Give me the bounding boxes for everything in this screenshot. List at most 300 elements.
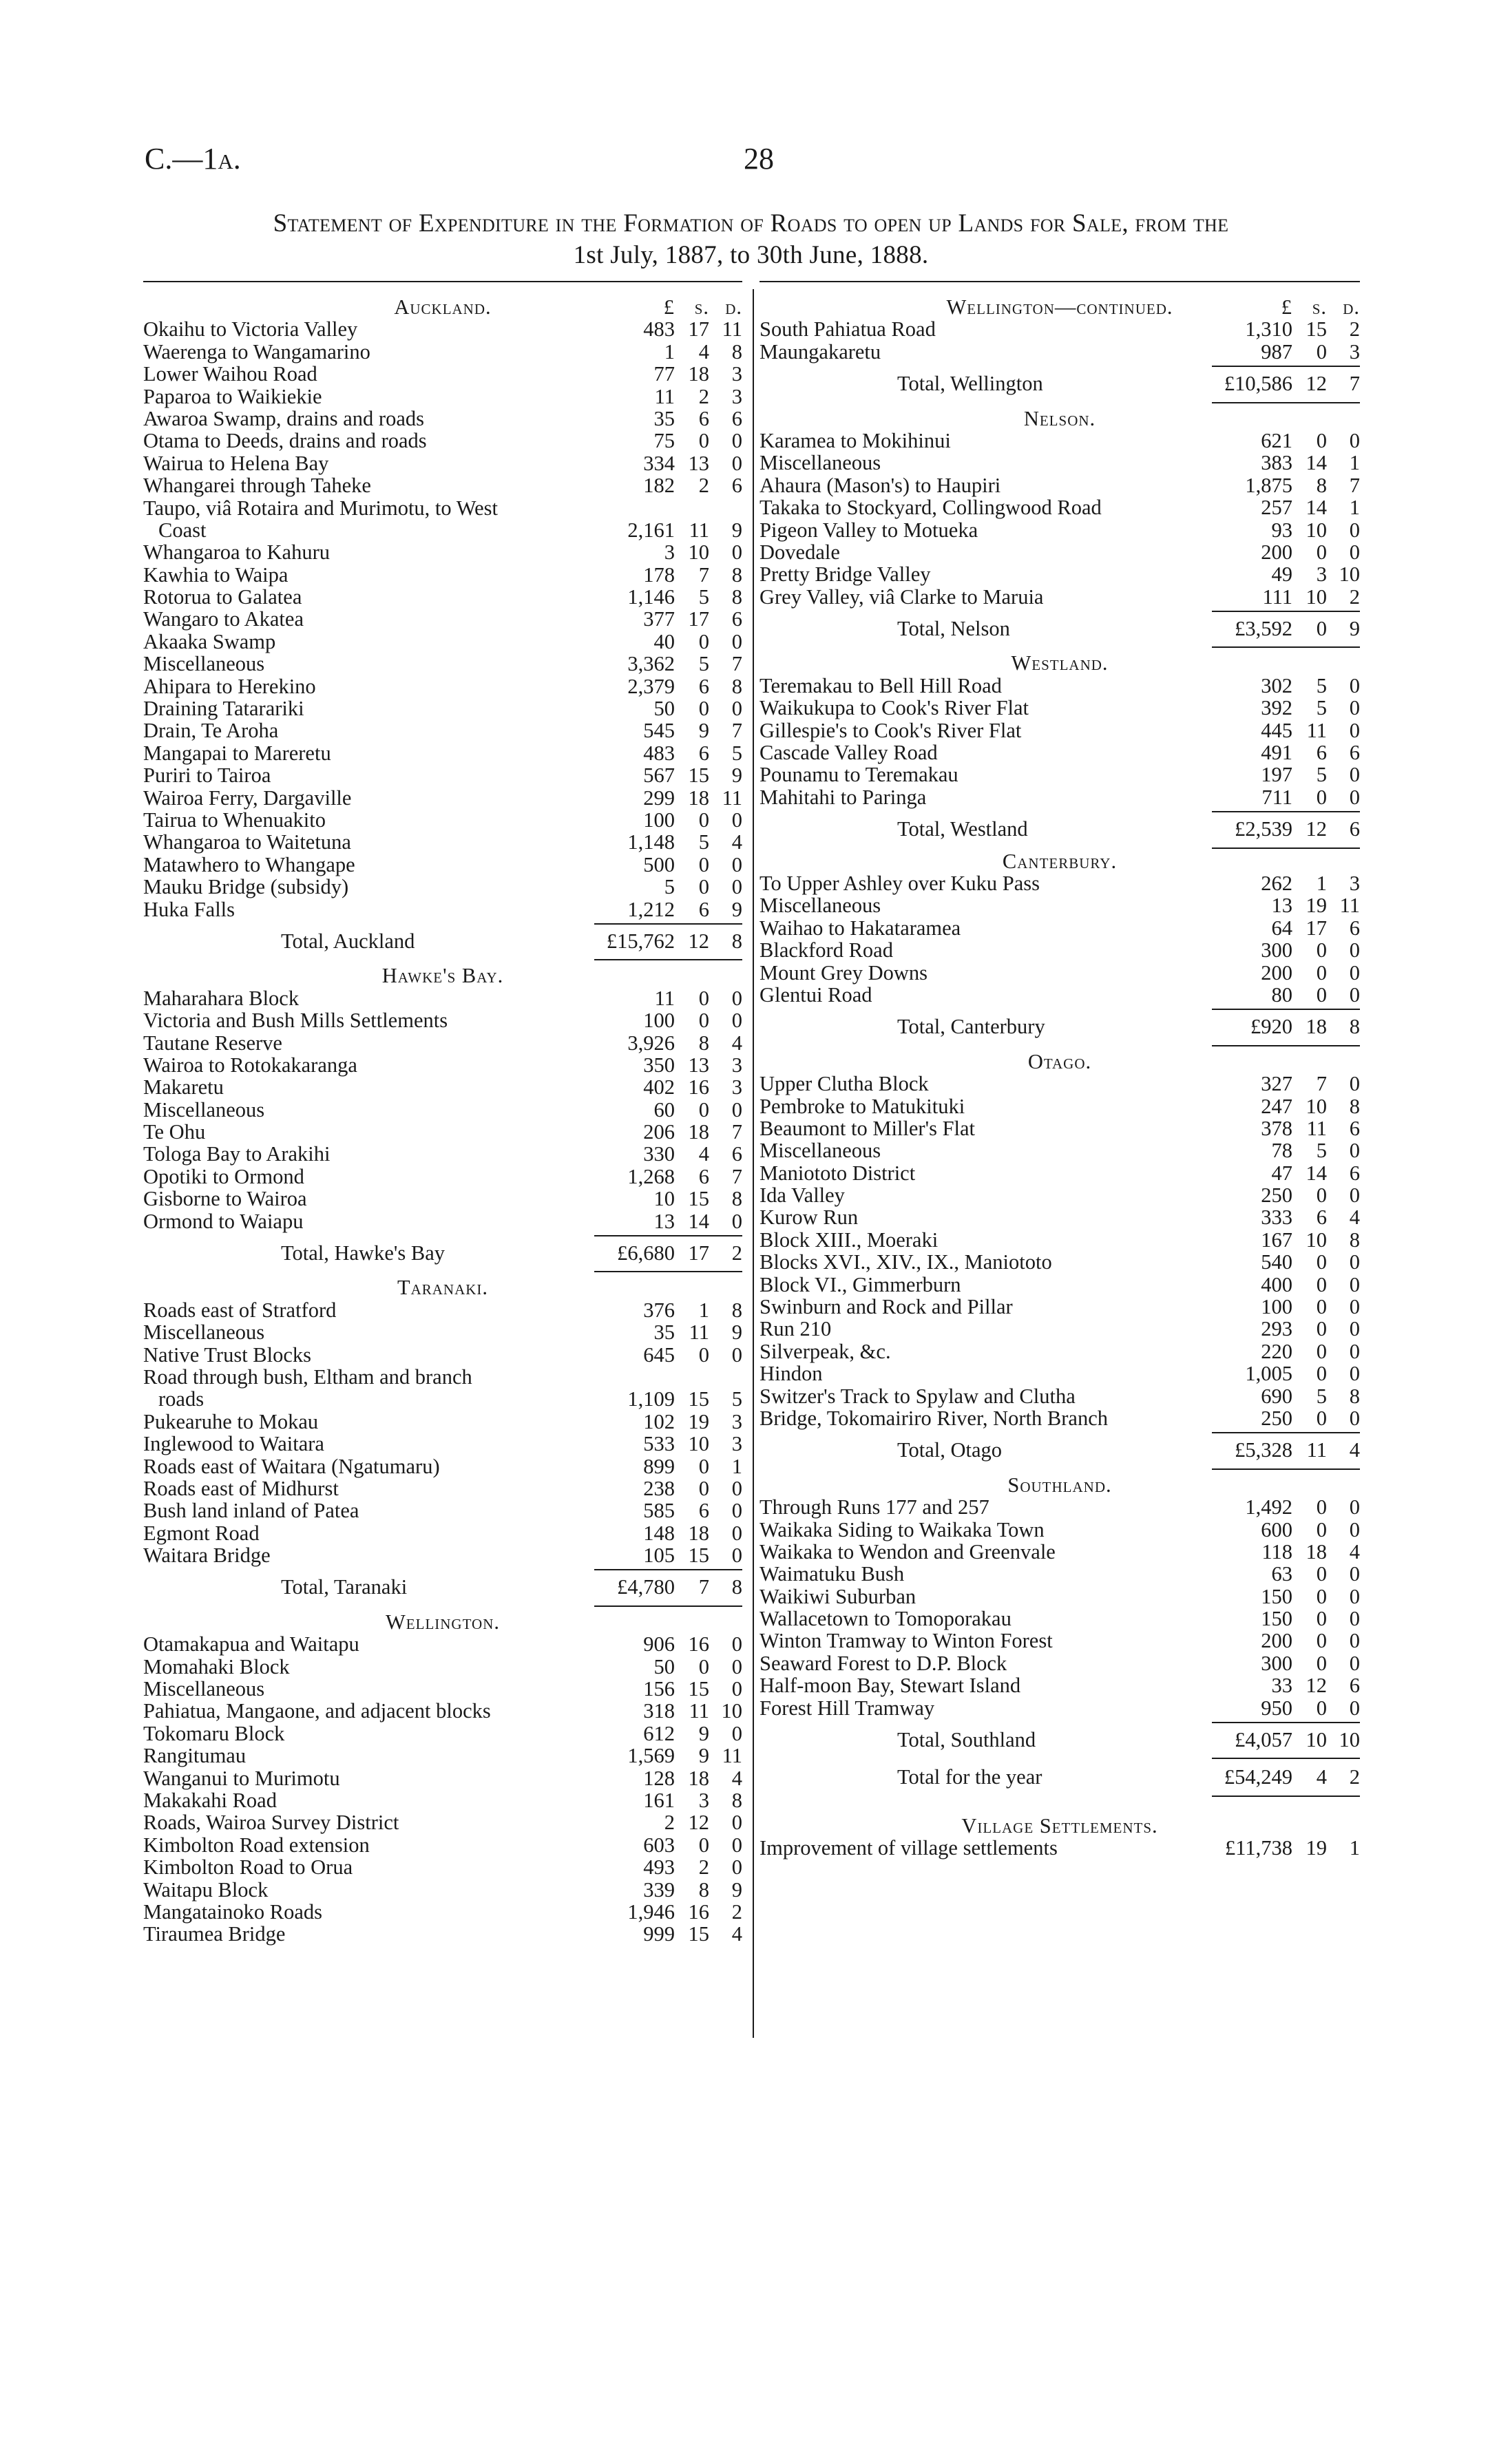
amount-shillings: 19 [1306,1836,1327,1860]
amount-shillings: 7 [1316,1072,1327,1096]
amount-pounds: 483 [643,317,675,341]
table-row [759,1206,1360,1228]
amount-pence: 0 [1349,785,1360,809]
amount-shillings: 0 [698,1009,709,1033]
amount-pence: 8 [731,339,742,364]
amount-pounds: 11 [654,384,675,408]
table-row [759,1837,1360,1859]
item-name: Takaka to Stockyard, Collingwood Road [759,496,1102,520]
amount-pounds: 3,362 [627,652,675,676]
table-row [143,474,742,496]
table-row [143,586,742,608]
amount-pence: 6 [731,474,742,498]
amount-pence: 0 [1349,1339,1360,1363]
total-rule [1212,366,1360,367]
amount-pounds: £2,539 [1235,817,1292,841]
total-rule-row [759,1789,1360,1798]
item-name: Ahipara to Herekino [143,674,316,698]
amount-shillings: 5 [1316,1139,1327,1163]
amount-shillings: 0 [698,1097,709,1122]
table-row [143,318,742,340]
amount-shillings: 4 [698,1142,709,1166]
amount-pence: 1 [1349,496,1360,520]
amount-shillings: 15 [1306,317,1327,341]
table-row [143,1321,742,1343]
amount-pounds: £4,780 [617,1575,675,1599]
amount-pounds: 906 [643,1632,675,1656]
amount-shillings: 15 [688,1677,709,1701]
amount-pounds: 603 [643,1833,675,1857]
total-rule [1212,1045,1360,1046]
amount-shillings: 10 [688,540,709,565]
item-name: Roads, Wairoa Survey District [143,1811,399,1835]
amount-shillings: 0 [1316,339,1327,364]
table-row [759,1563,1360,1585]
amount-shillings: 2 [698,1855,709,1879]
item-name: Kawhia to Waipa [143,562,289,587]
amount-pence: 6 [731,607,742,631]
amount-pounds: 47 [1271,1161,1292,1185]
amount-pence: 3 [731,1409,742,1433]
item-name: Ormond to Waiapu [143,1209,304,1233]
amount-shillings: 0 [1316,1183,1327,1208]
table-row [143,386,742,408]
amount-pence: 7 [731,719,742,743]
amount-pence: 0 [1349,1651,1360,1675]
amount-shillings: 6 [698,1499,709,1523]
table-row [759,496,1360,518]
amount-pence: 5 [731,741,742,765]
table-row [759,586,1360,608]
total-label: Total, Taranaki [281,1575,408,1599]
amount-shillings: 10 [1306,1094,1327,1118]
total-rule [1212,611,1360,612]
total-label: Total, Westland [897,817,1028,841]
currency-header-pounds: £ [1281,295,1292,319]
item-name: Waitara Bridge [143,1544,271,1568]
total-rule-row [759,363,1360,372]
amount-shillings: 0 [1316,1562,1327,1586]
amount-shillings: 0 [1316,1317,1327,1341]
amount-pounds: 220 [1261,1339,1292,1363]
total-rule [1212,1722,1360,1723]
amount-pence: 0 [1349,1183,1360,1208]
table-row [143,898,742,920]
amount-pounds: 1,268 [627,1164,675,1188]
title-line-2: 1st July, 1887, to 30th June, 1888. [573,241,929,269]
amount-shillings: 0 [1316,1607,1327,1631]
item-name: Puriri to Tairoa [143,764,271,788]
item-name: Draining Tatarariki [143,697,304,721]
amount-shillings: 18 [688,1521,709,1545]
table-row [143,764,742,786]
amount-shillings: 0 [1316,1362,1327,1386]
item-name: Miscellaneous [143,652,265,676]
amount-shillings: 17 [688,607,709,631]
section-heading-label: Southland. [1007,1473,1112,1497]
amount-shillings: 16 [688,1075,709,1099]
title-line-1: Statement of Expenditure in the Formation of Roads to open up Lands for Sale, from the [273,209,1229,238]
amount-pounds: 585 [643,1499,675,1523]
amount-pounds: 1,569 [627,1744,675,1768]
amount-shillings: 0 [698,1833,709,1857]
amount-pounds: 257 [1261,496,1292,520]
table-row [143,1188,742,1210]
amount-shillings: 18 [688,1120,709,1144]
amount-pounds: 493 [643,1855,675,1879]
total-label: Total, Nelson [897,617,1010,641]
item-name: Bridge, Tokomairiro River, North Branch [759,1406,1109,1430]
table-row [143,430,742,452]
amount-pence: 8 [731,1575,742,1599]
amount-shillings: 0 [1316,617,1327,641]
item-name: Beaumont to Miller's Flat [759,1116,976,1140]
table-row [759,1496,1360,1518]
amount-pounds: 200 [1261,540,1292,564]
total-label: Total, Wellington [897,372,1043,396]
amount-pence: 6 [1349,916,1360,940]
amount-pence: 0 [731,1632,742,1656]
amount-pence: 0 [1349,960,1360,984]
table-row [759,541,1360,563]
amount-pounds: 3 [664,540,675,565]
amount-pence: 0 [1349,1562,1360,1586]
section-heading [759,850,1360,872]
table-row [759,1697,1360,1719]
item-name: Blackford Road [759,938,893,962]
amount-pence: 1 [1349,1836,1360,1860]
table-row [143,1767,742,1789]
amount-pence: 0 [1349,540,1360,564]
item-name: Matawhero to Whangape [143,852,355,876]
table-row [143,1366,742,1388]
item-name: Coast [158,518,207,542]
table-row [143,363,742,385]
total-row [759,372,1360,394]
table-row [759,1162,1360,1184]
item-name: Swinburn and Rock and Pillar [759,1295,1013,1319]
amount-pounds: 3,926 [627,1031,675,1055]
table-row [143,1099,742,1121]
total-rule [1212,1796,1360,1797]
total-rule [1212,1468,1360,1470]
total-row [759,1015,1360,1038]
amount-pounds: £4,057 [1235,1728,1292,1752]
table-row [759,1274,1360,1296]
amount-pence: 8 [731,674,742,698]
item-name: Winton Tramway to Winton Forest [759,1629,1053,1653]
table-row [143,1388,742,1410]
item-name: Rangitumau [143,1744,247,1768]
amount-pence: 0 [1349,1696,1360,1720]
amount-pence: 0 [1349,673,1360,697]
amount-shillings: 15 [688,1922,709,1946]
section-heading-label: Auckland. [394,295,492,319]
amount-pounds: 10 [653,1187,675,1211]
amount-shillings: 0 [698,986,709,1010]
table-row [143,1856,742,1878]
item-name: Mahitahi to Paringa [759,785,927,809]
amount-pence: 0 [1349,1362,1360,1386]
item-name: Waikaka Siding to Waikaka Town [759,1517,1045,1541]
section-heading [759,652,1360,674]
amount-pence: 11 [722,317,742,341]
amount-pounds: £920 [1250,1015,1292,1039]
section-heading [143,965,742,987]
amount-shillings: 0 [1316,1629,1327,1653]
amount-pounds: 334 [643,451,675,475]
table-row [759,563,1360,585]
table-row [143,742,742,764]
amount-pence: 0 [1349,1072,1360,1096]
amount-shillings: 16 [688,1899,709,1924]
amount-pence: 7 [731,652,742,676]
table-row [759,1385,1360,1407]
table-row [759,474,1360,496]
amount-pounds: 238 [643,1476,675,1500]
table-row [143,1723,742,1745]
amount-pounds: 250 [1261,1406,1292,1430]
table-row [759,1541,1360,1563]
amount-shillings: 3 [1316,562,1327,587]
item-name: roads [158,1387,205,1411]
amount-shillings: 5 [1316,673,1327,697]
table-row [759,1251,1360,1273]
amount-pounds: 100 [1261,1295,1292,1319]
amount-shillings: 0 [1316,1406,1327,1430]
item-name: Whangarei through Taheke [143,474,371,498]
amount-shillings: 12 [688,1811,709,1835]
amount-pounds: 1,109 [627,1387,675,1411]
total-rule-row [759,608,1360,618]
table-row [143,341,742,363]
table-row [759,519,1360,541]
table-row [759,764,1360,786]
table-row [759,675,1360,697]
amount-pence: 1 [731,1454,742,1478]
amount-pounds: £6,680 [617,1241,675,1265]
table-row [143,1700,742,1722]
amount-pounds: 950 [1261,1696,1292,1720]
amount-shillings: 0 [1316,1584,1327,1608]
amount-pence: 0 [1349,1250,1360,1274]
table-row [759,984,1360,1006]
item-name: Pigeon Valley to Motueka [759,518,978,542]
amount-pence: 0 [1349,1517,1360,1541]
table-row [759,1095,1360,1117]
total-rule [1212,1758,1360,1759]
item-name: Waitapu Block [143,1877,269,1902]
total-label: Total, Hawke's Bay [281,1241,445,1265]
amount-pounds: 299 [643,786,675,810]
table-row [759,962,1360,984]
section-heading [759,408,1360,430]
amount-pounds: £15,762 [606,929,675,953]
item-name: Kimbolton Road to Orua [143,1855,353,1879]
amount-pounds: 148 [643,1521,675,1545]
section-heading [759,1474,1360,1496]
item-name: Karamea to Mokihinui [759,428,951,452]
total-label: Total for the year [897,1765,1042,1789]
item-name: Akaaka Swamp [143,629,276,653]
amount-pounds: 50 [653,1654,675,1678]
amount-pounds: 75 [653,429,675,453]
amount-shillings: 0 [1316,1272,1327,1296]
item-name: Pretty Bridge Valley [759,562,931,587]
table-row [143,1411,742,1433]
total-rule-row [143,1566,742,1576]
table-row [143,608,742,630]
amount-pounds: 2,379 [627,674,675,698]
amount-pence: 0 [731,1209,742,1233]
item-name: Kimbolton Road extension [143,1833,370,1857]
item-name: Teremakau to Bell Hill Road [759,673,1002,697]
amount-pence: 0 [1349,1607,1360,1631]
item-name: Kurow Run [759,1205,859,1230]
amount-pence: 10 [1339,1728,1360,1752]
amount-pounds: 50 [653,697,675,721]
total-rule-row [143,1232,742,1242]
item-name: Paparoa to Waikiekie [143,384,322,408]
amount-shillings: 10 [1306,1728,1327,1752]
item-name: Inglewood to Waitara [143,1432,324,1456]
currency-header-pence: d. [725,295,742,319]
section-heading [143,1611,742,1633]
amount-shillings: 18 [688,1766,709,1790]
section-heading-label: Wellington—continued. [946,295,1173,319]
amount-pounds: 60 [653,1097,675,1122]
table-row [143,1009,742,1031]
amount-pounds: 339 [643,1877,675,1902]
amount-pence: 0 [1349,1317,1360,1341]
table-row [759,894,1360,916]
page-header [145,141,1356,182]
amount-pence: 3 [1349,871,1360,895]
total-rule-row [759,640,1360,649]
amount-shillings: 8 [1316,473,1327,497]
total-row [759,1439,1360,1461]
amount-pence: 8 [1349,1015,1360,1039]
item-name: Upper Clutha Block [759,1072,929,1096]
amount-shillings: 6 [698,406,709,430]
amount-shillings: 15 [688,1387,709,1411]
table-row [143,1656,742,1678]
amount-shillings: 14 [1306,1161,1327,1185]
item-name: Tautane Reserve [143,1031,282,1055]
item-name: Awaroa Swamp, drains and roads [143,406,424,430]
amount-shillings: 18 [688,362,709,386]
table-row [143,1166,742,1188]
amount-pence: 0 [1349,518,1360,542]
amount-shillings: 0 [1316,1651,1327,1675]
amount-pounds: 156 [643,1677,675,1701]
amount-pounds: 500 [643,852,675,876]
amount-shillings: 8 [698,1877,709,1902]
section-heading-label: Otago. [1027,1049,1092,1073]
section-heading-label: Canterbury. [1002,849,1118,873]
total-label: Total, Otago [897,1438,1003,1462]
table-row [759,1318,1360,1340]
item-name: South Pahiatua Road [759,317,936,341]
amount-pence: 8 [731,1298,742,1322]
amount-pence: 7 [731,1120,742,1144]
amount-pence: 9 [731,1320,742,1345]
amount-shillings: 0 [1316,1517,1327,1541]
table-row [143,1455,742,1477]
left-column [143,296,742,1946]
total-label: Total, Auckland [281,929,415,953]
amount-pounds: 2 [664,1811,675,1835]
amount-pence: 7 [1349,372,1360,396]
amount-pence: 0 [731,697,742,721]
amount-shillings: 6 [698,1164,709,1188]
item-name: Victoria and Bush Mills Settlements [143,1009,448,1033]
table-row [143,831,742,853]
table-row [143,564,742,586]
table-row [759,1362,1360,1384]
table-row [143,519,742,541]
table-row [143,631,742,653]
amount-pounds: 376 [643,1298,675,1322]
item-name: Wairoa to Rotokakaranga [143,1053,357,1077]
amount-pence: 0 [731,1476,742,1500]
amount-shillings: 17 [688,1241,709,1265]
item-name: Huka Falls [143,897,235,921]
amount-shillings: 0 [1316,960,1327,984]
amount-pounds: 100 [643,808,675,832]
amount-pounds: 93 [1271,518,1292,542]
amount-shillings: 18 [1306,1539,1327,1563]
amount-pence: 0 [731,451,742,475]
table-row [143,1499,742,1521]
amount-pence: 11 [722,786,742,810]
table-row [143,653,742,675]
statement-title [143,208,1359,271]
table-row [759,697,1360,719]
total-rule-row [143,952,742,962]
amount-shillings: 11 [689,1320,709,1345]
amount-pounds: 35 [653,1320,675,1345]
amount-shillings: 0 [1316,1250,1327,1274]
column-divider [753,289,754,2038]
item-name: Drain, Te Aroha [143,719,279,743]
amount-shillings: 13 [688,1053,709,1077]
amount-pence: 6 [1349,1161,1360,1185]
table-row [143,1143,742,1165]
table-row [759,452,1360,474]
amount-shillings: 5 [1316,763,1327,787]
amount-pounds: £54,249 [1224,1765,1292,1789]
amount-pence: 8 [1349,1228,1360,1252]
amount-shillings: 11 [689,1699,709,1723]
amount-pounds: 35 [653,406,675,430]
item-name: Opotiki to Ormond [143,1164,304,1188]
table-row [759,1608,1360,1630]
item-name: Maungakaretu [759,339,881,364]
total-rule-row [759,841,1360,850]
item-name: Wairoa Ferry, Dargaville [143,786,352,810]
amount-pence: 0 [1349,718,1360,742]
table-row [143,1076,742,1098]
item-name: Te Ohu [143,1120,206,1144]
amount-shillings: 6 [698,674,709,698]
amount-pence: 3 [731,1432,742,1456]
amount-pence: 2 [1349,585,1360,609]
amount-pounds: 167 [1261,1228,1292,1252]
amount-pounds: 161 [643,1789,675,1812]
amount-pence: 0 [731,1097,742,1122]
amount-shillings: 0 [1316,785,1327,809]
